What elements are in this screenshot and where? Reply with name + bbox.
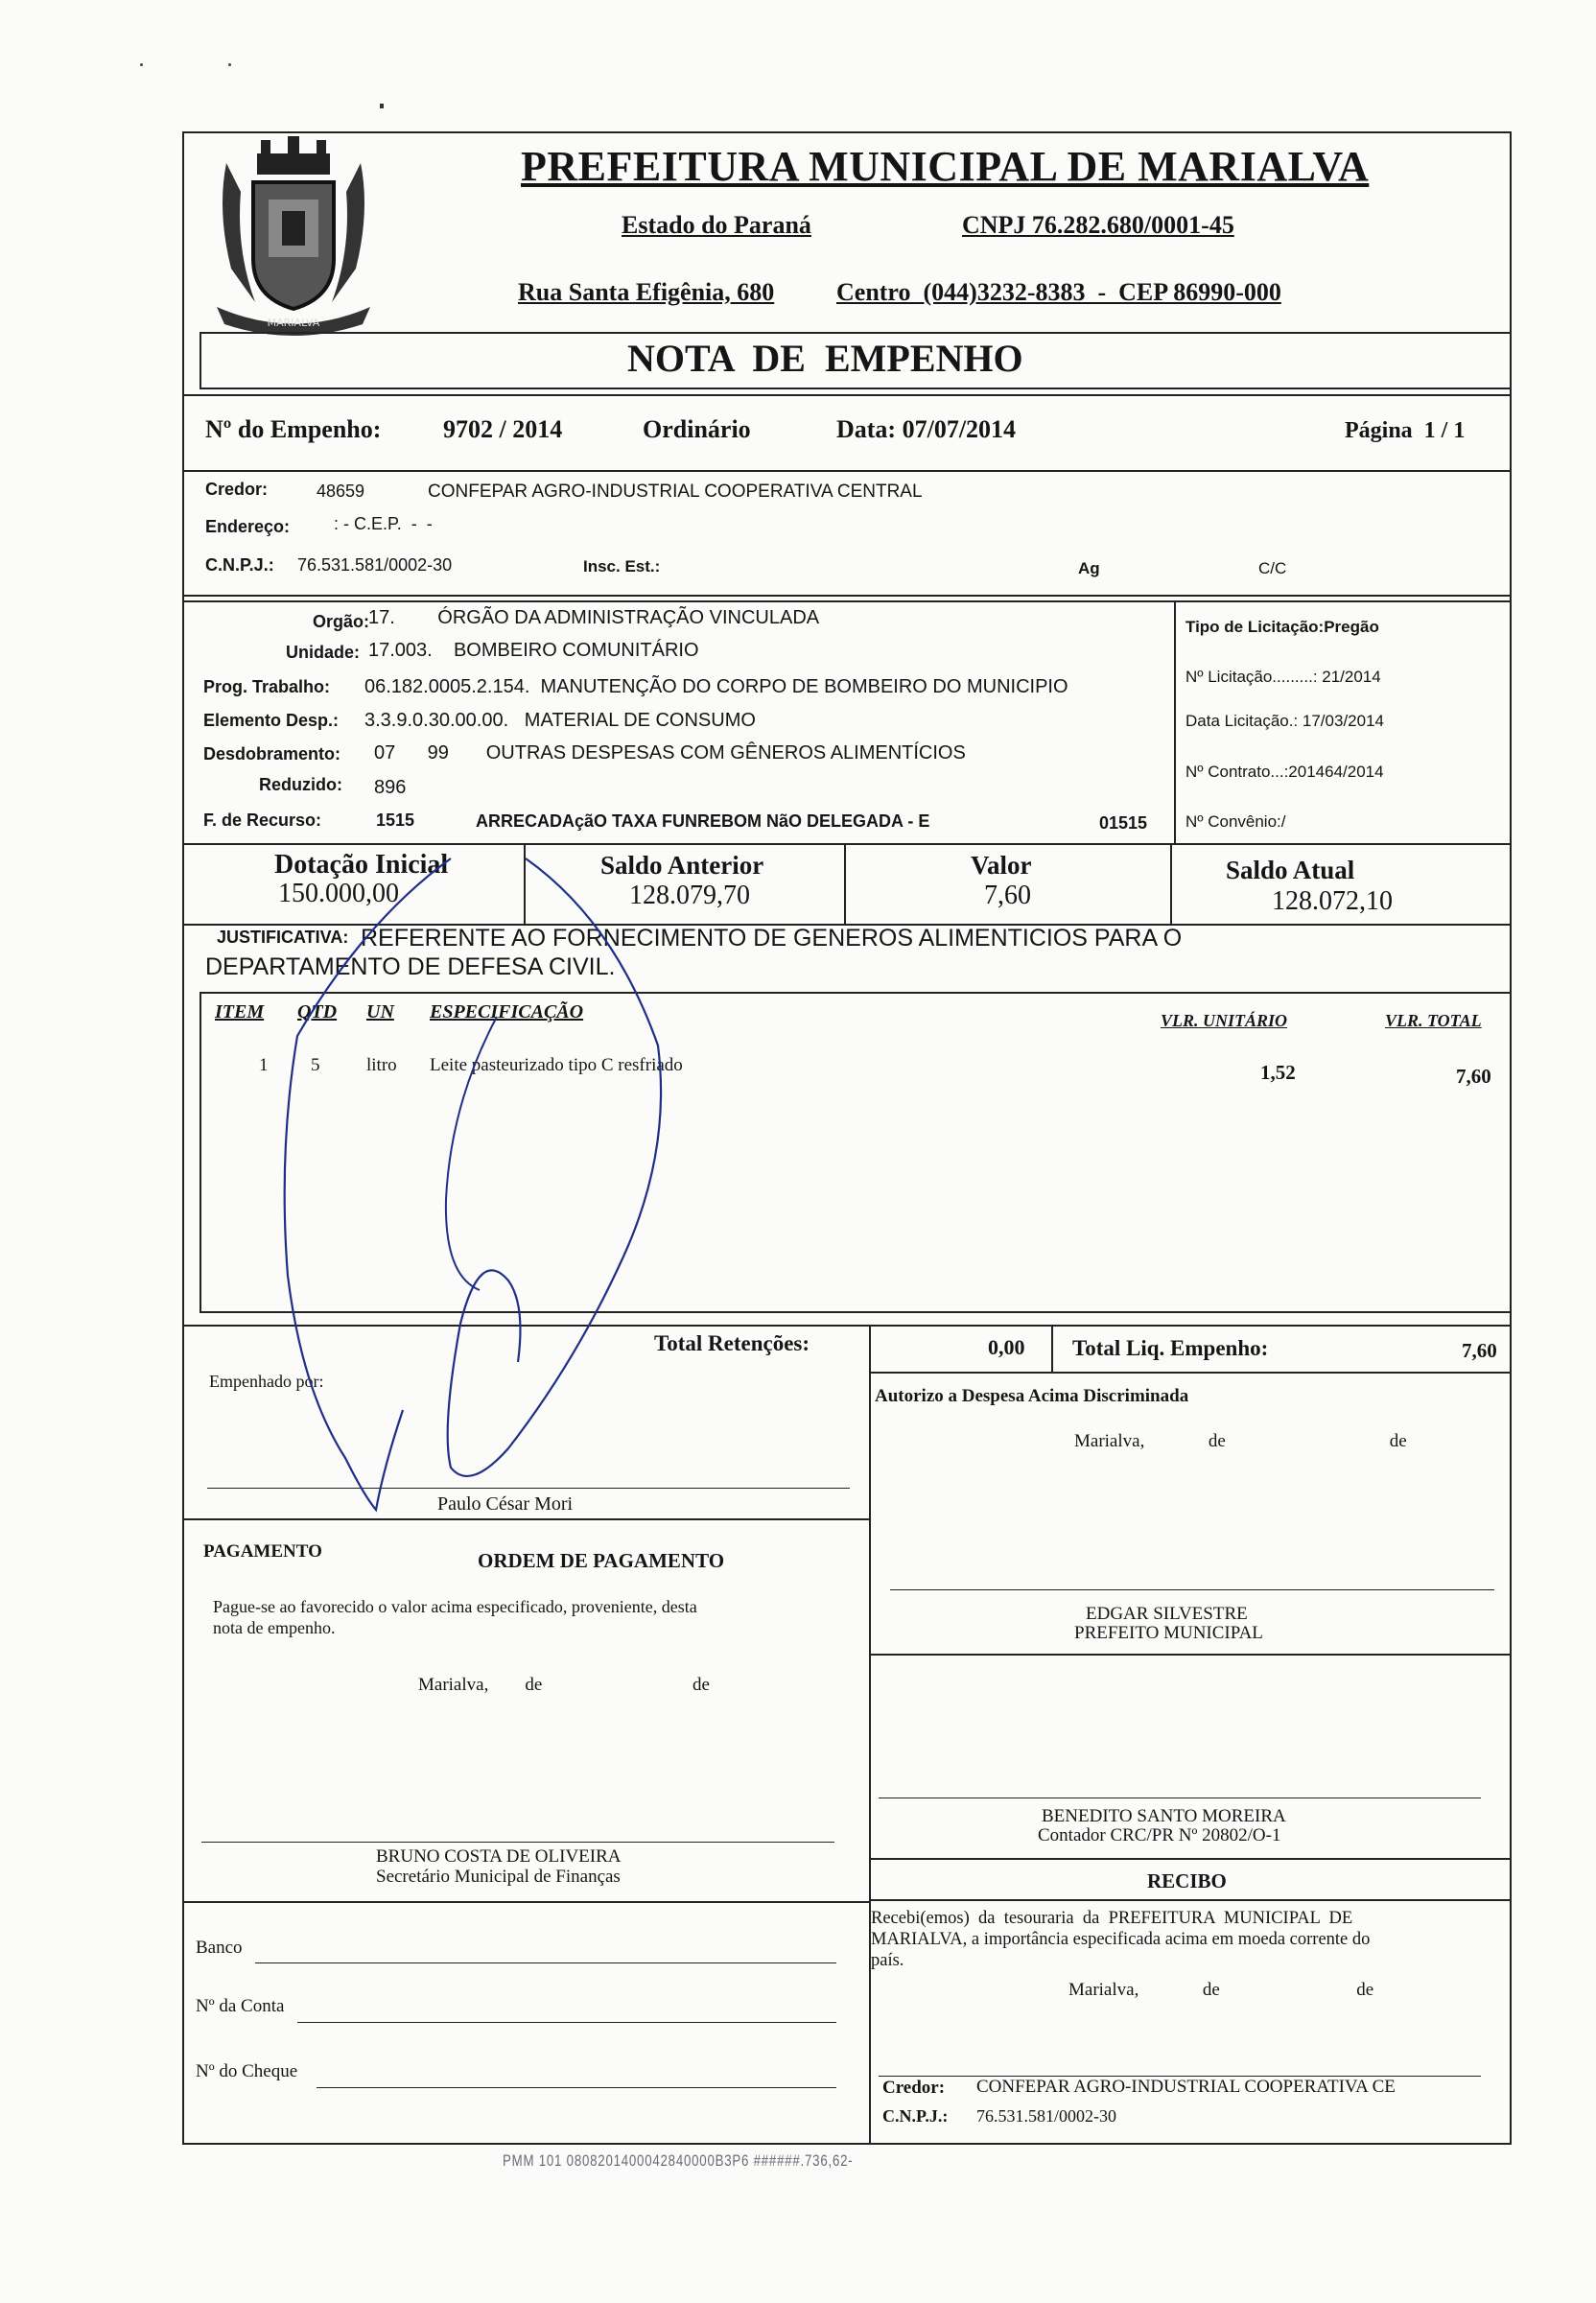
recibo-credor-value: CONFEPAR AGRO-INDUSTRIAL COOPERATIVA CE: [976, 2077, 1396, 2097]
reduzido-label: Reduzido:: [259, 775, 342, 794]
conta-field[interactable]: [297, 2022, 836, 2023]
numero-contrato: Nº Contrato...:201464/2014: [1185, 763, 1384, 781]
signature-line: [207, 1488, 850, 1489]
recibo-line-1: Recebi(emos) da tesouraria da PREFEITURA MUNICIPAL DE: [871, 1909, 1353, 1928]
elemento-label: Elemento Desp.:: [203, 711, 340, 730]
orgao-label: Orgão:: [313, 612, 370, 631]
recurso-label: F. de Recurso:: [203, 811, 322, 830]
header-address: Rua Santa Efigênia, 680: [518, 278, 775, 306]
secretario-name: BRUNO COSTA DE OLIVEIRA: [376, 1846, 622, 1867]
banco-field[interactable]: [255, 1962, 836, 1963]
pagamento-text-2: nota de empenho.: [213, 1618, 336, 1637]
qtd-col-header: QTD: [297, 1001, 338, 1022]
banco-label: Banco: [196, 1938, 243, 1958]
scan-speck: [380, 104, 384, 108]
autorizo-place-date: Marialva, de de: [1074, 1431, 1407, 1451]
footer-code: PMM 101 0808201400042840000B3P6 ######.736,62-: [503, 2151, 854, 2170]
cheque-field[interactable]: [317, 2087, 836, 2088]
page-indicator: Página 1 / 1: [1345, 418, 1466, 443]
divider: [200, 388, 1512, 389]
header-cnpj: CNPJ 76.282.680/0001-45: [962, 211, 1234, 239]
divider: [844, 843, 846, 926]
ordem-pagamento-title: ORDEM DE PAGAMENTO: [478, 1549, 725, 1572]
item-unit-price: 1,52: [1260, 1061, 1296, 1084]
item-number: 1: [259, 1055, 269, 1075]
divider: [200, 1311, 1512, 1313]
recibo-credor-label: Credor:: [882, 2078, 946, 2098]
recibo-cnpj-value: 76.531.581/0002-30: [976, 2106, 1116, 2126]
pagamento-place-date: Marialva, de de: [418, 1675, 710, 1695]
empenhado-por-name: Paulo César Mori: [437, 1493, 574, 1515]
cnpj-label: C.N.P.J.:: [205, 555, 274, 575]
divider: [182, 394, 1512, 396]
pagamento-text-1: Pague-se ao favorecido o valor acima especificado, proveniente, desta: [213, 1597, 697, 1616]
header-contact: Centro (044)3232-8383 - CEP 86990-000: [836, 278, 1281, 306]
secretario-title: Secretário Municipal de Finanças: [376, 1867, 621, 1887]
divider: [1170, 843, 1172, 926]
divider: [200, 332, 1512, 334]
recibo-title: RECIBO: [1147, 1869, 1227, 1892]
divider: [182, 1901, 869, 1903]
total-retencoes-value: 0,00: [988, 1335, 1025, 1359]
empenho-type: Ordinário: [643, 415, 751, 443]
divider: [869, 1372, 871, 2145]
item-qty: 5: [311, 1055, 320, 1075]
dotacao-value: 150.000,00: [278, 879, 399, 908]
divider: [182, 600, 1512, 602]
autorizo-despesa: Autorizo a Despesa Acima Discriminada: [875, 1386, 1189, 1406]
cc-label: C/C: [1258, 559, 1287, 577]
valor-value: 7,60: [984, 881, 1031, 910]
divider: [182, 470, 1512, 472]
divider: [182, 843, 1512, 845]
divider: [869, 1858, 1512, 1860]
divider: [200, 992, 1512, 994]
saldo-anterior-value: 128.079,70: [629, 881, 750, 910]
total-retencoes-label: Total Retenções:: [654, 1331, 810, 1355]
coat-of-arms-emblem: [198, 134, 389, 338]
divider: [200, 332, 201, 388]
prog-trabalho-value: 06.182.0005.2.154. MANUTENÇÃO DO CORPO DE BOMBEIRO DO MUNICIPIO: [364, 676, 1068, 697]
empenhado-por-label: Empenhado por:: [209, 1372, 324, 1391]
empenho-number-label: Nº do Empenho:: [205, 415, 382, 443]
credor-code: 48659: [317, 482, 365, 501]
divider: [1051, 1325, 1053, 1373]
numero-licitacao: Nº Licitação.........: 21/2014: [1185, 668, 1381, 686]
svg-text:MARIALVA: MARIALVA: [267, 317, 320, 329]
vlr-total-col-header: VLR. TOTAL: [1385, 1011, 1482, 1030]
recibo-line-3: país.: [871, 1951, 904, 1970]
divider: [869, 1654, 1512, 1656]
data-licitacao: Data Licitação.: 17/03/2014: [1185, 712, 1384, 730]
divider: [869, 1325, 871, 1373]
vlr-unitario-col-header: VLR. UNITÁRIO: [1161, 1011, 1288, 1030]
credor-label: Credor:: [205, 480, 269, 499]
saldo-atual-label: Saldo Atual: [1226, 856, 1355, 884]
divider: [869, 1372, 1512, 1374]
reduzido-value: 896: [374, 777, 407, 798]
empenho-date: Data: 07/07/2014: [836, 415, 1017, 443]
scan-speck: [228, 63, 231, 66]
cheque-label: Nº do Cheque: [196, 2061, 298, 2081]
unidade-label: Unidade:: [286, 643, 361, 662]
contador-name: BENEDITO SANTO MOREIRA: [1042, 1806, 1286, 1826]
recibo-line-2: MARIALVA, a importância especificada acima em moeda corrente do: [871, 1930, 1371, 1949]
saldo-atual-value: 128.072,10: [1272, 886, 1393, 916]
elemento-value: 3.3.9.0.30.00.00. MATERIAL DE CONSUMO: [364, 710, 756, 731]
tipo-licitacao: Tipo de Licitação:Pregão: [1185, 618, 1379, 636]
item-unit: litro: [366, 1055, 397, 1075]
valor-label: Valor: [971, 851, 1032, 880]
prefeito-title: PREFEITO MUNICIPAL: [1074, 1623, 1263, 1643]
signature-line: [890, 1589, 1494, 1590]
item-col-header: ITEM: [215, 1001, 265, 1022]
conta-label: Nº da Conta: [196, 1996, 285, 2016]
divider: [524, 843, 526, 926]
ag-label: Ag: [1078, 559, 1100, 577]
signature-line: [201, 1842, 834, 1843]
contador-title: Contador CRC/PR Nº 20802/O-1: [1038, 1825, 1281, 1845]
desdobramento-value: 07 99 OUTRAS DESPESAS COM GÊNEROS ALIMENTÍCIOS: [374, 742, 966, 764]
numero-convenio: Nº Convênio:/: [1185, 812, 1286, 831]
endereco-value: : - C.E.P. - -: [334, 514, 433, 533]
pagamento-label: PAGAMENTO: [203, 1541, 322, 1562]
prefeito-name: EDGAR SILVESTRE: [1086, 1604, 1248, 1624]
scan-speck: [140, 63, 143, 66]
recurso-number: 01515: [1099, 813, 1148, 833]
orgao-value: 17. ÓRGÃO DA ADMINISTRAÇÃO VINCULADA: [368, 607, 820, 628]
divider: [200, 992, 201, 1313]
especificacao-col-header: ESPECIFICAÇÃO: [430, 1001, 584, 1022]
unidade-value: 17.003. BOMBEIRO COMUNITÁRIO: [368, 640, 699, 661]
header-state: Estado do Paraná: [622, 211, 811, 239]
un-col-header: UN: [366, 1001, 394, 1022]
dotacao-label: Dotação Inicial: [274, 850, 449, 880]
prog-trabalho-label: Prog. Trabalho:: [203, 677, 331, 696]
total-liquido-value: 7,60: [1462, 1339, 1497, 1362]
justificativa-label: JUSTIFICATIVA:: [217, 928, 349, 947]
credor-cnpj: 76.531.581/0002-30: [297, 555, 453, 575]
credor-name: CONFEPAR AGRO-INDUSTRIAL COOPERATIVA CENTRAL: [428, 482, 923, 502]
recibo-cnpj-label: C.N.P.J.:: [882, 2106, 949, 2126]
divider: [1174, 600, 1176, 845]
item-description: Leite pasteurizado tipo C resfriado: [430, 1055, 683, 1075]
page-title: PREFEITURA MUNICIPAL DE MARIALVA: [521, 143, 1370, 190]
insc-est-label: Insc. Est.:: [583, 557, 661, 576]
saldo-anterior-label: Saldo Anterior: [600, 851, 764, 880]
empenho-number: 9702 / 2014: [443, 415, 563, 443]
divider: [182, 595, 1512, 597]
justificativa-line1: REFERENTE AO FORNECIMENTO DE GENEROS ALIMENTICIOS PARA O: [361, 925, 1183, 952]
recurso-desc: ARRECADAçãO TAXA FUNREBOM NãO DELEGADA - E: [476, 811, 930, 831]
endereco-label: Endereço:: [205, 517, 291, 536]
justificativa-line2: DEPARTAMENTO DE DEFESA CIVIL.: [205, 953, 616, 980]
desdobramento-label: Desdobramento:: [203, 744, 341, 764]
document-title: NOTA DE EMPENHO: [627, 337, 1023, 380]
item-total: 7,60: [1456, 1065, 1491, 1088]
divider: [182, 1325, 1512, 1327]
recibo-place-date: Marialva, de de: [1068, 1980, 1374, 2000]
divider: [182, 1518, 869, 1520]
divider: [869, 1899, 1512, 1901]
total-liquido-label: Total Liq. Empenho:: [1072, 1336, 1269, 1360]
recurso-code: 1515: [376, 811, 415, 830]
